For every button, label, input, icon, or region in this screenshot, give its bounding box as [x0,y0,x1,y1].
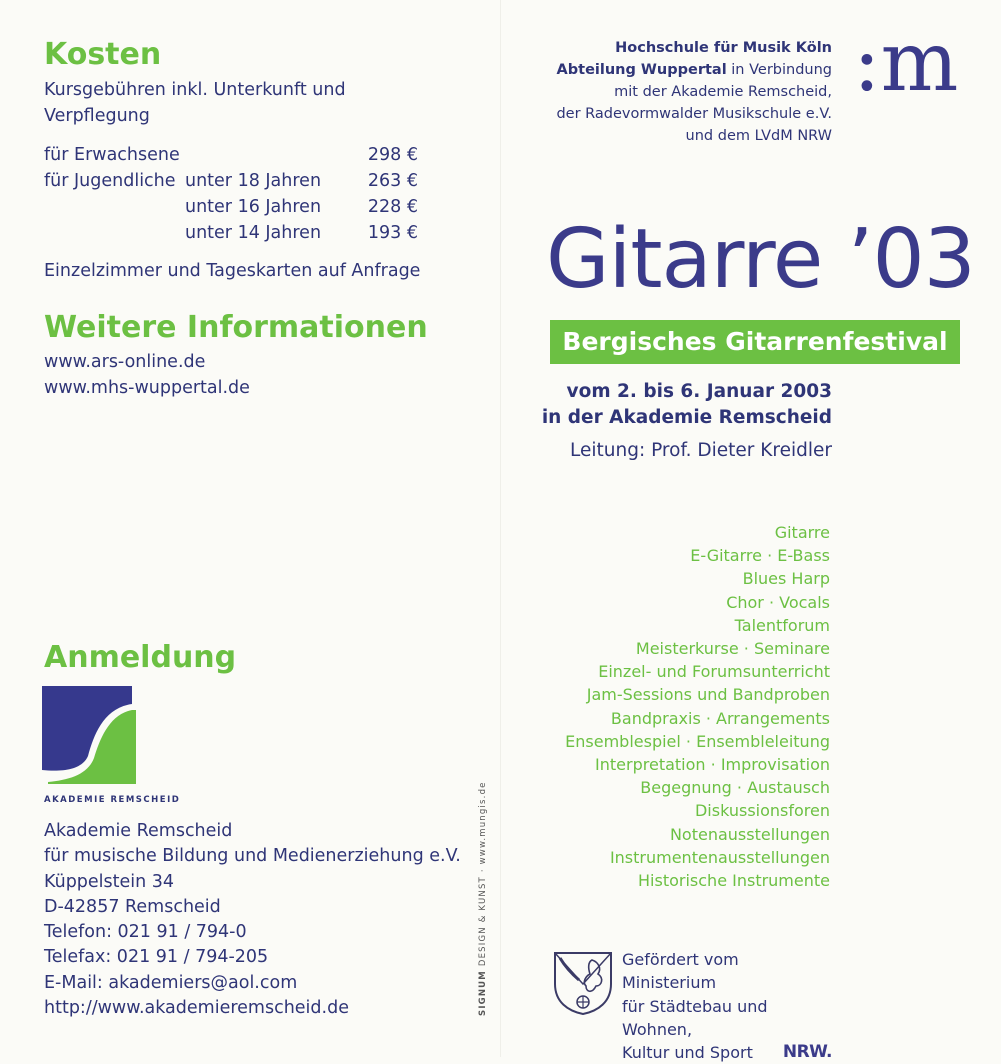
course-item: Meisterkurse · Seminare [635,639,830,659]
address-line: D-42857 Remscheid [44,896,221,917]
course-item: Begegnung · Austausch [640,778,830,798]
fold-line [500,0,501,1057]
course-item: E-Gitarre · E-Bass [690,546,830,566]
hochschule-logo-icon: :m [853,15,959,110]
costs-intro-line1: Kursgebühren inkl. Unterkunft und [44,80,346,100]
info-heading: Weitere Informationen [44,310,428,345]
course-list [520,521,830,892]
address-line: für musische Bildung und Medienerziehung e.V. [44,846,461,867]
header-line2-rest: in Verbindung [726,62,832,78]
header-line2 [520,59,832,81]
info-link[interactable]: www.ars-online.de [44,352,206,372]
costs-heading: Kosten [44,37,162,72]
header-block [520,37,832,147]
sponsor-line1: Gefördert vom Ministerium [622,950,739,993]
costs-note: Einzelzimmer und Tageskarten auf Anfrage [44,261,421,281]
header-line3: mit der Akademie Remscheid, [614,84,832,100]
price-sublabel: unter 16 Jahren [185,197,322,217]
course-item: Chor · Vocals [726,592,830,612]
course-item: Notenausstellungen [669,824,830,844]
address-url[interactable]: http://www.akademieremscheid.de [44,998,349,1019]
course-item: Gitarre [774,523,830,542]
address-line: Telefon: 021 91 / 794-0 [44,922,247,943]
price-label: für Jugendliche [44,171,176,191]
date-line1: vom 2. bis 6. Januar 2003 [566,381,832,402]
event-subtitle: Bergisches Gitarrenfestival [550,320,960,364]
event-dates [520,379,832,431]
course-item: Historische Instrumente [638,871,830,891]
course-item: Ensemblespiel · Ensembleleitung [565,731,830,751]
event-title: Gitarre ’03 [546,212,975,307]
info-link[interactable]: www.mhs-wuppertal.de [44,378,250,398]
info-links [44,349,250,401]
address-line: Küppelstein 34 [44,871,175,892]
date-line2: in der Akademie Remscheid [541,407,832,428]
design-credit [478,781,488,1016]
header-line4: der Radevormwalder Musikschule e.V. [556,106,832,122]
price-row [44,220,424,246]
course-item: Bandpraxis · Arrangements [610,708,830,728]
address-line: Telefax: 021 91 / 794-205 [44,947,269,968]
sponsor-block [622,948,837,1064]
price-row [44,142,424,168]
header-line2-bold: Abteilung Wuppertal [556,62,727,78]
sponsor-line2: für Städtebau und Wohnen, [622,996,768,1039]
course-item: Talentforum [734,615,830,635]
credit-rest: DESIGN & KUNST · www.mungis.de [478,781,488,971]
price-sublabel: unter 14 Jahren [185,223,322,243]
nrw-logo: NRW. [782,1042,832,1063]
header-line5: und dem LVdM NRW [685,128,832,144]
event-lead: Leitung: Prof. Dieter Kreidler [570,440,832,461]
akademie-logo-caption: AKADEMIE REMSCHEID [44,795,181,805]
credit-brand: SIGNUM [478,970,488,1016]
address-line: Akademie Remscheid [44,821,233,841]
course-item: Diskussionsforen [694,801,830,821]
nrw-coat-of-arms-icon [552,950,614,1016]
course-item: Interpretation · Improvisation [595,755,830,775]
price-value: 298 € [367,145,418,165]
price-row [44,194,424,220]
address-email[interactable]: E-Mail: akademiers@aol.com [44,972,298,993]
registration-address [44,819,461,1021]
price-value: 193 € [367,223,418,243]
price-value: 228 € [367,197,418,217]
price-value: 263 € [367,171,418,191]
course-item: Einzel- und Forumsunterricht [598,662,830,682]
price-row [44,168,424,194]
price-sublabel: unter 18 Jahren [185,171,322,191]
akademie-logo-icon [42,686,136,786]
course-item: Blues Harp [742,569,830,589]
registration-heading: Anmeldung [44,640,237,675]
header-line1: Hochschule für Musik Köln [615,40,832,56]
sponsor-line3-row [622,1041,837,1064]
course-item: Instrumentenausstellungen [609,847,830,867]
costs-intro [44,77,346,129]
price-label: für Erwachsene [44,145,180,165]
costs-intro-line2: Verpflegung [44,106,150,126]
sponsor-line3: Kultur und Sport [622,1043,753,1063]
course-item: Jam-Sessions und Bandproben [586,685,830,705]
